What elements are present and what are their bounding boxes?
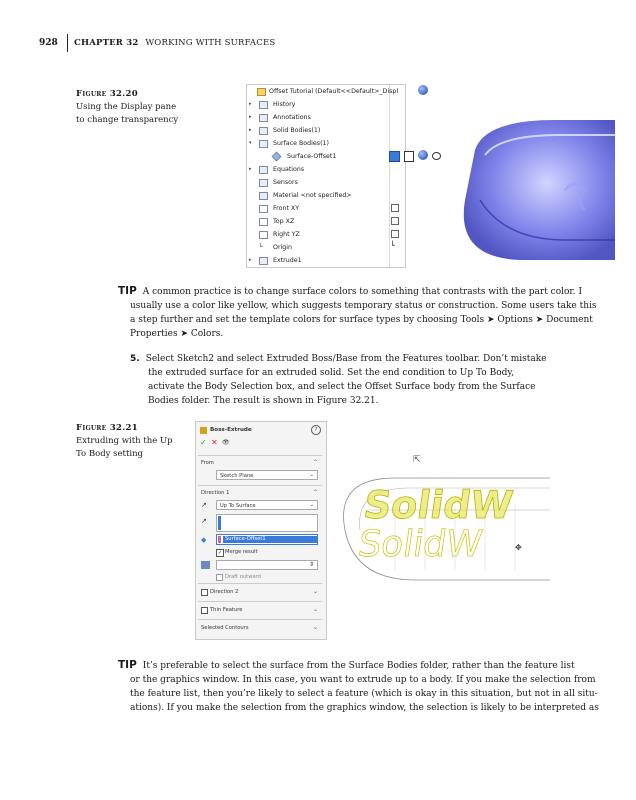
step-line: activate the Body Selection box, and select the Offset Surface body from the Surface (148, 382, 536, 392)
tree-item[interactable] (247, 112, 397, 125)
help-button[interactable]: ? (311, 425, 321, 435)
body-selection-icon: ◆ (201, 536, 207, 544)
from-section (198, 455, 322, 486)
plane-display-icon[interactable] (391, 217, 399, 225)
tree-item-label: Annotations (273, 114, 311, 121)
figure-label: Figure 32.21 (76, 423, 138, 433)
tip-line: A common practice is to change surface colors to something that contrasts with the part color. I (142, 287, 583, 297)
direction1-section (198, 485, 322, 584)
tip-line: Properties ➤ Colors. (130, 329, 224, 339)
draft-outward-label: Draft outward (225, 574, 261, 580)
origin-icon: └ (259, 244, 263, 251)
caption-line: to change transparency (76, 114, 179, 125)
surface-bodies-icon (259, 140, 268, 148)
plane-icon (259, 205, 268, 213)
section-title: Direction 2 (210, 589, 239, 595)
header-rule (67, 34, 68, 52)
figure-caption (76, 435, 173, 460)
extrude-icon (200, 427, 207, 434)
material-icon (259, 192, 268, 200)
step-number: 5. (130, 354, 140, 364)
draft-outward-checkbox[interactable] (216, 574, 223, 581)
caption-line: Extruding with the Up (76, 436, 173, 446)
chevron-down-icon: ⌄ (309, 502, 314, 508)
merge-label: Merge result (225, 549, 258, 555)
collapse-icon[interactable]: ⌃ (312, 489, 318, 496)
transparent-body-model (445, 110, 615, 270)
chapter-number: CHAPTER 32 (74, 38, 139, 48)
tip-line: It’s preferable to select the surface from the Surface Bodies folder, rather than the feature list (142, 661, 575, 671)
tree-item-label: Extrude1 (273, 257, 302, 264)
tree-item[interactable] (247, 125, 397, 138)
figure-caption (76, 101, 178, 126)
direction-vector-field[interactable] (216, 514, 318, 532)
expand-icon[interactable]: ▸ (249, 257, 252, 263)
preview-eye-icon[interactable]: 👁 (222, 439, 230, 446)
section-title: From (201, 460, 214, 466)
tree-item-label: Front XY (273, 205, 300, 212)
spinner-icon[interactable]: ⇕ (308, 561, 314, 568)
plane-icon (259, 218, 268, 226)
expand-icon[interactable]: ▸ (249, 114, 252, 120)
tip-line: a step further and set the template colors for surface types by choosing Tools ➤ Options ➤ Document (130, 315, 593, 325)
end-condition-select[interactable] (216, 500, 318, 510)
collapse-icon[interactable]: ⌃ (312, 459, 318, 466)
expand-icon[interactable]: ▸ (249, 166, 252, 172)
feature-tree (246, 84, 406, 268)
model-text-mirror: SolidW (355, 522, 485, 565)
model-text: SolidW (360, 484, 516, 528)
section-title: Direction 1 (201, 490, 230, 496)
reverse-direction-icon[interactable]: ↗ (201, 501, 207, 509)
tree-item[interactable] (247, 99, 397, 112)
tip-line: the feature list, then you’re likely to select a feature (which is okay in this situation, but not in all situ- (130, 689, 598, 699)
figure-label: Figure 32.20 (76, 89, 138, 99)
tree-item-label: Material <not specified> (273, 192, 352, 199)
step-paragraph (130, 352, 590, 408)
history-icon (259, 101, 268, 109)
tip-paragraph (118, 658, 599, 715)
collapse-icon[interactable]: ▾ (249, 140, 252, 146)
tree-item-label: History (273, 101, 296, 108)
display-mode-icon[interactable] (404, 151, 414, 162)
transparency-icon[interactable] (432, 152, 441, 160)
direction2-section (198, 583, 322, 602)
tree-item-label: Right YZ (273, 231, 300, 238)
tree-item[interactable] (247, 255, 397, 268)
equations-icon (259, 166, 268, 174)
caption-line: Using the Display pane (76, 102, 177, 112)
surface-icon (272, 152, 282, 162)
property-manager (195, 421, 327, 640)
from-select[interactable] (216, 470, 318, 480)
tree-item-label: Equations (273, 166, 305, 173)
chapter-title: WORKING WITH SURFACES (145, 38, 276, 48)
tip-line: ations). If you make the selection from the graphics window, the selection is likely to be interpreted as (130, 703, 599, 713)
tip-line: or the graphics window. In this case, you want to extrude up to a body. If you make the selection from (130, 675, 596, 685)
annotations-icon (259, 114, 268, 122)
select-value: Sketch Plane (220, 473, 254, 479)
caption-line: To Body setting (76, 448, 143, 459)
pm-title: Boss-Extrude (210, 427, 252, 433)
cancel-button[interactable]: ✕ (211, 438, 218, 447)
draft-icon[interactable] (201, 561, 210, 569)
tree-item[interactable] (247, 138, 397, 151)
page-number: 928 (39, 38, 58, 48)
tip-line: usually use a color like yellow, which suggests temporary status or construction. Some users take this (130, 301, 597, 311)
mouse-cursor-icon: ⇱ (413, 455, 421, 465)
triad-icon: ✥ (515, 543, 522, 552)
extrude-preview-model (335, 470, 550, 588)
plane-display-icon[interactable] (391, 230, 399, 238)
plane-display-icon[interactable] (391, 204, 399, 212)
tree-title: Offset Tutorial (Default<<Default>_Displ (269, 88, 399, 95)
step-line: the extruded surface for an extruded solid. Set the end condition to Up To Body, (148, 368, 515, 378)
tree-item[interactable] (247, 164, 397, 177)
thin-feature-checkbox[interactable] (201, 607, 208, 614)
step-line: Select Sketch2 and select Extruded Boss/Base from the Features toolbar. Don’t mistake (145, 354, 547, 364)
ok-button[interactable]: ✓ (200, 438, 207, 447)
tip-paragraph (118, 284, 597, 341)
expand-icon[interactable]: ⌄ (312, 588, 318, 595)
body-selection-field[interactable] (216, 534, 318, 545)
tree-item[interactable] (247, 203, 397, 216)
tree-item[interactable] (247, 177, 397, 190)
origin-display-icon[interactable]: └ (390, 241, 395, 250)
section-title: Thin Feature (210, 607, 243, 613)
section-title: Selected Contours (201, 625, 249, 631)
step-line: Bodies folder. The result is shown in Figure 32.21. (148, 396, 379, 406)
chevron-down-icon: ⌄ (309, 472, 314, 478)
hide-show-icon[interactable] (389, 151, 400, 162)
running-header (74, 38, 275, 48)
tree-item[interactable] (247, 229, 397, 242)
extrude-icon (259, 257, 268, 265)
tree-item[interactable] (247, 242, 397, 255)
selected-body[interactable]: Surface-Offset1 (223, 536, 317, 543)
tip-label: TIP (118, 285, 137, 297)
tree-item-label: Surface Bodies(1) (273, 140, 329, 147)
tip-label: TIP (118, 659, 137, 671)
expand-icon[interactable]: ▸ (249, 127, 252, 133)
tree-item-label: Solid Bodies(1) (273, 127, 321, 134)
tree-item-label: Top XZ (273, 218, 295, 225)
tree-item-label: Sensors (273, 179, 298, 186)
tree-item[interactable] (247, 190, 397, 203)
tree-item[interactable] (247, 216, 397, 229)
solid-bodies-icon (259, 127, 268, 135)
part-icon (257, 88, 266, 96)
display-pane-appearance-icon[interactable] (418, 85, 428, 95)
merge-checkbox[interactable]: ✓ (217, 550, 223, 556)
tree-item[interactable] (247, 151, 397, 164)
expand-icon[interactable]: ⌄ (312, 624, 318, 631)
draft-angle-field[interactable] (216, 560, 318, 570)
select-value: Up To Surface (220, 503, 256, 509)
plane-icon (259, 231, 268, 239)
expand-icon[interactable]: ⌄ (312, 606, 318, 613)
expand-icon[interactable]: ▸ (249, 101, 252, 107)
tree-root[interactable] (247, 86, 397, 99)
direction2-checkbox[interactable] (201, 589, 208, 596)
tree-item-label: Surface-Offset1 (287, 153, 337, 160)
selected-contours-section (198, 619, 322, 638)
thin-feature-section (198, 601, 322, 620)
appearance-icon[interactable] (418, 150, 428, 160)
direction-vector-icon: ↗ (201, 517, 207, 525)
tree-item-label: Origin (273, 244, 293, 251)
sensors-icon (259, 179, 268, 187)
